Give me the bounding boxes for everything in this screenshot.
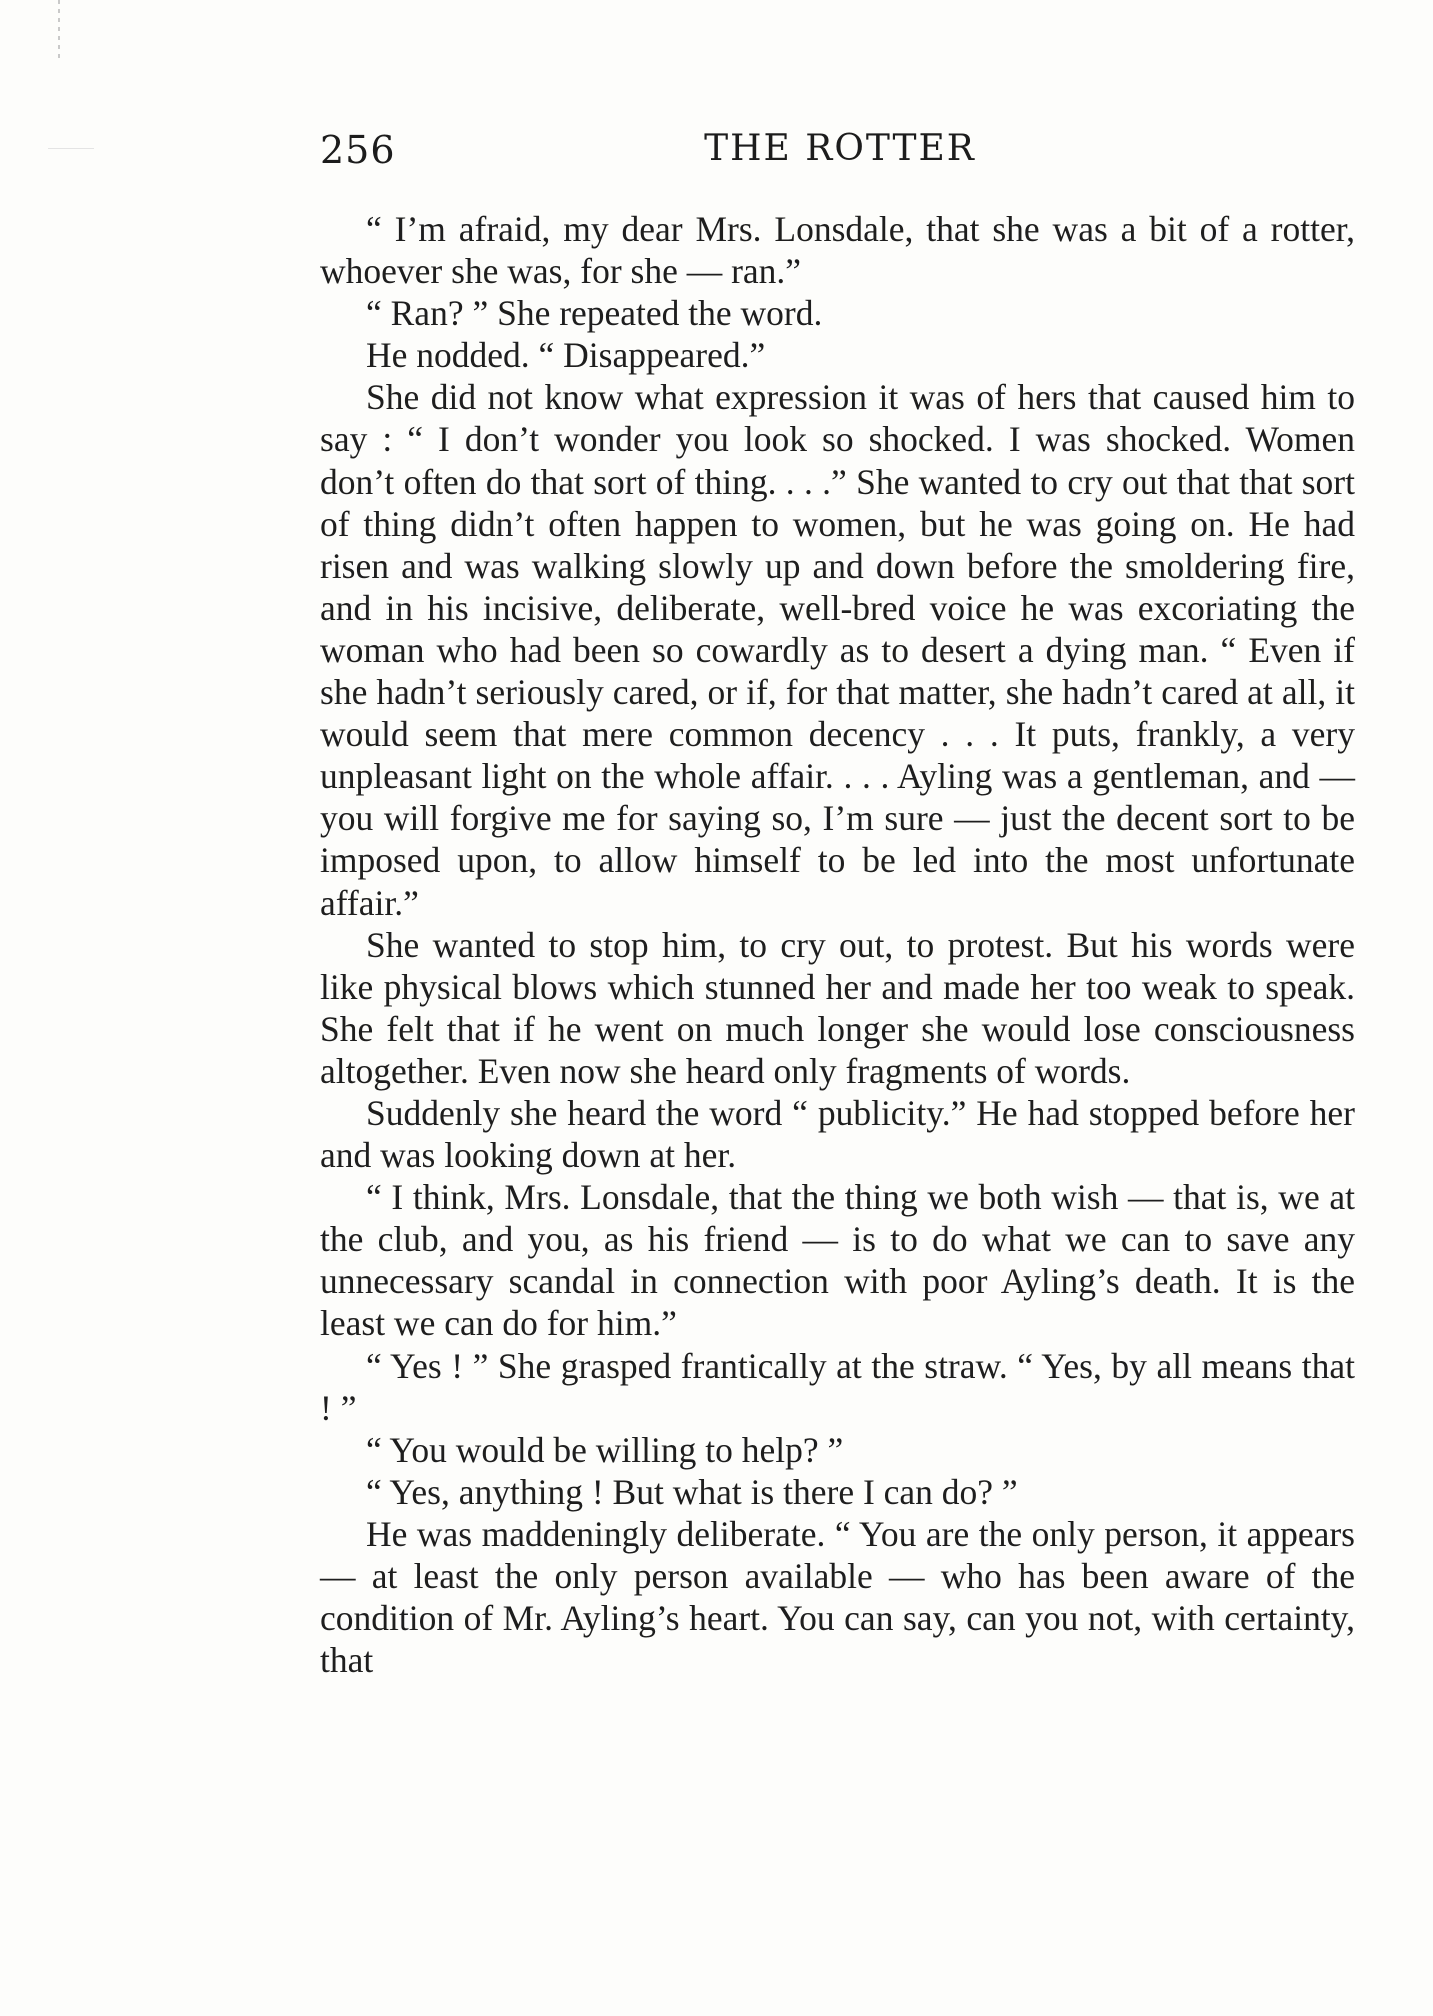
- paragraph: She did not know what expression it was of hers that caused him to say : “ I don’t wonder you look so shocked. I was shocked. Women don’t often do that sort of thing. . . .” She wanted to cry out that that sort of thing didn’t often happen to women, but he was going on. He had risen and was walking slowly up and down before the smoldering fire, and in his incisive, deliberate, well-bred voice he was excoriating the woman who had been so cowardly as to desert a dying man. “ Even if she hadn’t seriously cared, or if, for that matter, she hadn’t cared at all, it would seem that mere common decency . . . It puts, frankly, a very unpleasant light on the whole affair. . . . Ayling was a gentleman, and — you will forgive me for saying so, I’m sure — just the decent sort to be imposed upon, to allow himself to be led into the most unfortunate affair.”: [320, 377, 1355, 923]
- paragraph: Suddenly she heard the word “ publicity.” He had stopped before her and was looking down at her.: [320, 1092, 1355, 1176]
- page-number: 256: [320, 128, 396, 172]
- paragraph: She wanted to stop him, to cry out, to protest. But his words were like physical blows which stunned her and made her too weak to speak. She felt that if he went on much longer she would lose consciousness altogether. Even now she heard only fragments of words.: [320, 924, 1355, 1091]
- paragraph: He nodded. “ Disappeared.”: [366, 335, 766, 376]
- paragraph: “ Yes ! ” She grasped frantically at the straw. “ Yes, by all means that ! ”: [320, 1345, 1355, 1428]
- page-header: [320, 128, 1360, 188]
- running-title: THE ROTTER: [704, 128, 976, 169]
- paragraph: He was maddeningly deliberate. “ You are the only person, it appears — at least the only person available — who has been aware of the condition of Mr. Ayling’s heart. You can say, can you not, with certainty, that: [320, 1513, 1355, 1681]
- paragraph: “ Yes, anything ! But what is there I can do? ”: [366, 1471, 1018, 1512]
- body-text: [320, 208, 1355, 1681]
- paragraph: “ I think, Mrs. Lonsdale, that the thing we both wish — that is, we at the club, and you, as his friend — is to do what we can to save any unnecessary scandal in connection with poor Ayling’s death. It is the least we can do for him.”: [320, 1177, 1355, 1344]
- scan-artifact: [58, 0, 60, 62]
- paragraph: “ You would be willing to help? ”: [366, 1429, 844, 1470]
- paragraph: “ I’m afraid, my dear Mrs. Lonsdale, that she was a bit of a rotter, whoever she was, for she — ran.”: [320, 209, 1355, 292]
- scan-artifact: [48, 148, 94, 149]
- paragraph: “ Ran? ” She repeated the word.: [366, 293, 823, 334]
